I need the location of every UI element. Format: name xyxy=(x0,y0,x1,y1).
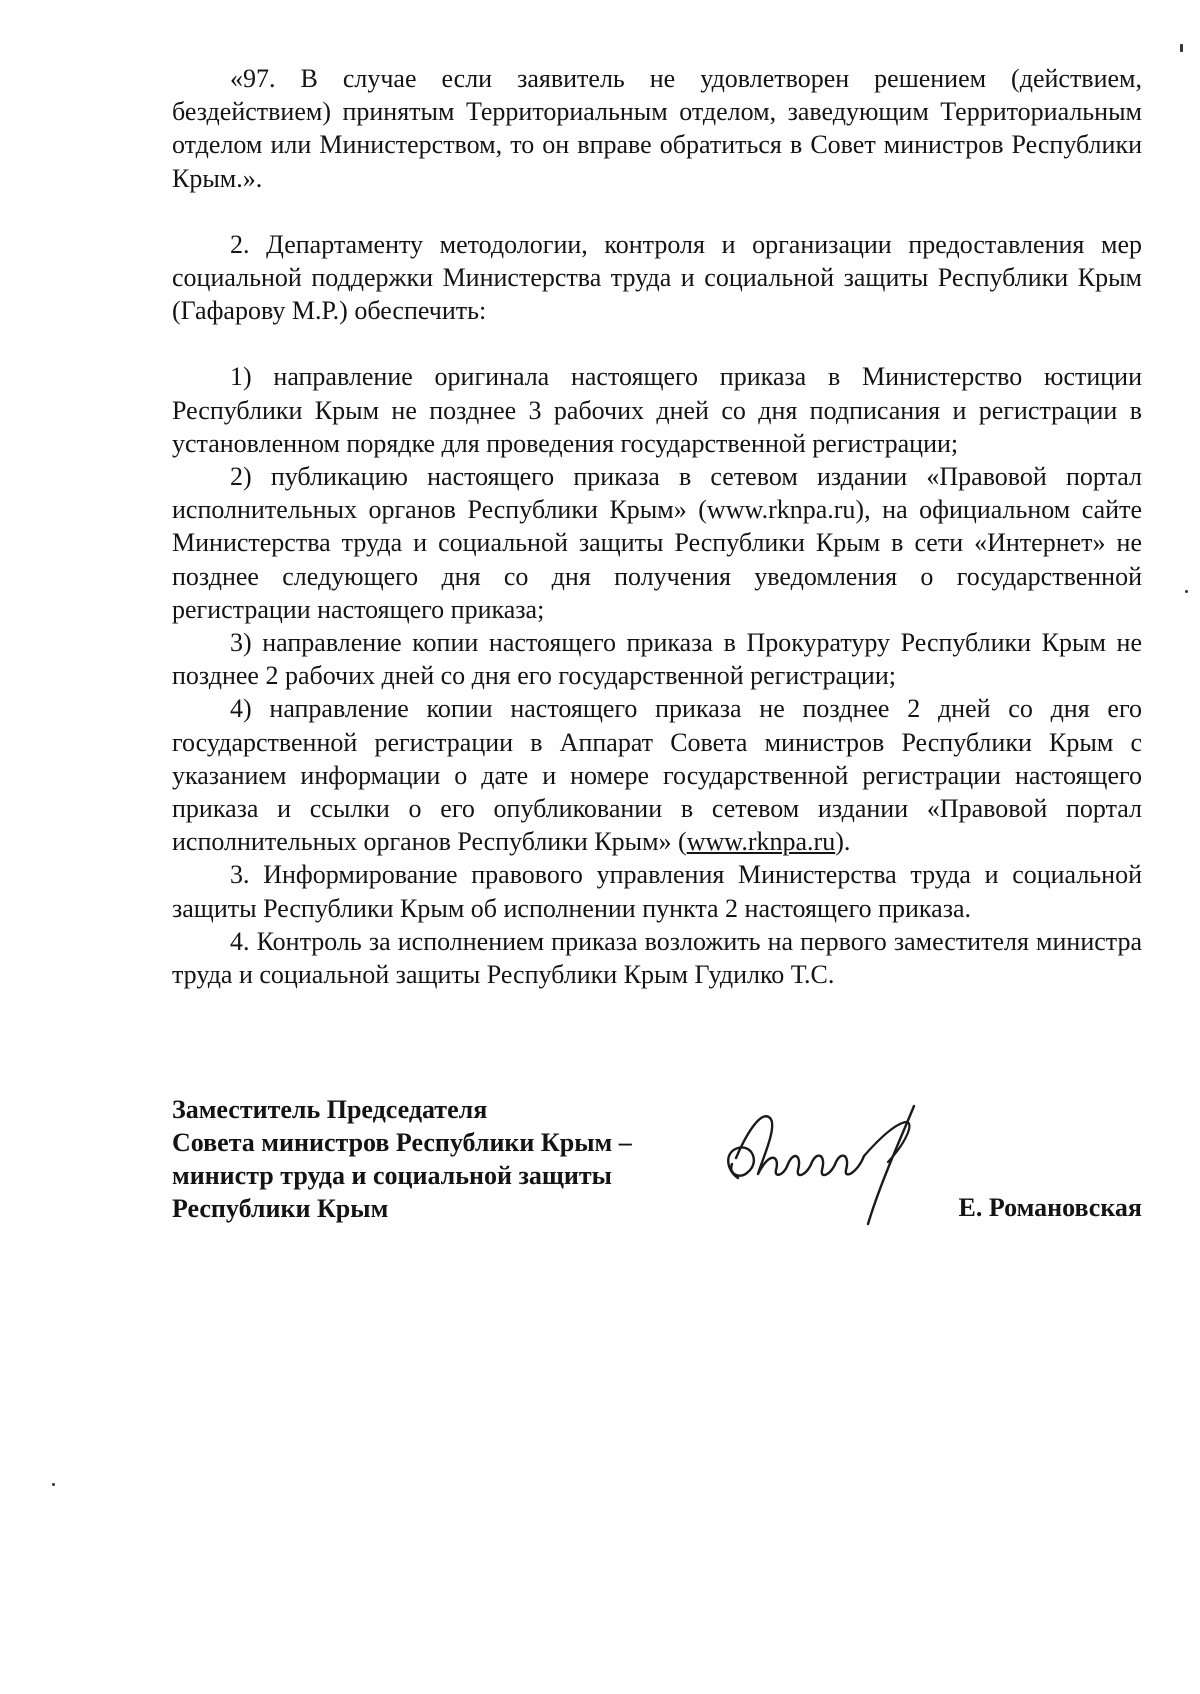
signatory-line-4: Республики Крым xyxy=(172,1194,389,1223)
scan-mark xyxy=(52,1483,55,1486)
document-body xyxy=(172,62,1142,991)
paragraph-subitem-1: 1) направление оригинала настоящего приказа в Министерство юстиции Республики Крым не позднее 3 рабочих дней со дня подписания и регистрации в установленном порядке для проведения государственной регистрации; xyxy=(172,362,1142,458)
paragraph-item-4: 4. Контроль за исполнением приказа возложить на первого заместителя министра труда и социальной защиты Республики Крым Гудилко Т.С. xyxy=(172,926,1142,990)
paragraph-item-2: 2. Департаменту методологии, контроля и организации предоставления мер социальной поддержки Министерства труда и социальной защиты Республики Крым (Гафарову М.Р.) обеспечить: xyxy=(172,229,1142,326)
paragraph-subitem-3: 3) направление копии настоящего приказа в Прокуратуру Республики Крым не позднее 2 рабочих дней со дня его государственной регистрации; xyxy=(172,628,1142,691)
handwritten-signature xyxy=(718,1100,958,1230)
signatory-title xyxy=(172,1093,692,1225)
paragraph-clause-97: «97. В случае если заявитель не удовлетворен решением (действием, бездействием) принятым Территориальным отделом, заведующим Территориальным отделом или Министерством, то он вправе обратиться в Совет министров Республики Крым.». xyxy=(172,64,1142,193)
rknpa-link[interactable]: www.rknpa.ru xyxy=(686,827,836,857)
subitem-4-text: 4) направление копии настоящего приказа не позднее 2 дней со дня его государственной регистрации в Аппарат Совета министров Республики Крым с указанием информации о дате и номере государственной регистрации настоящего приказа и ссылки о его опубликовании в сетевом издании «Правовой портал исполнительных органов Республики Крым» ( xyxy=(172,694,1142,857)
scan-mark xyxy=(1180,44,1183,52)
signatory-line-3: министр труда и социальной защиты xyxy=(172,1161,612,1190)
signer-name: Е. Романовская xyxy=(958,1193,1142,1222)
signatory-line-1: Заместитель Председателя xyxy=(172,1095,488,1124)
paragraph-subitem-2: 2) публикацию настоящего приказа в сетевом издании «Правовой портал исполнительных органов Республики Крым» (www.rknpa.ru), на официальном сайте Министерства труда и социальной защиты Республики Крым в сети «Интернет» не позднее следующего дня со дня получения уведомления о государственной регистрации настоящего приказа; xyxy=(172,462,1142,624)
scan-mark xyxy=(1185,590,1188,593)
subitem-4-tail: ). xyxy=(835,827,851,857)
paragraph-item-3: 3. Информирование правового управления Министерства труда и социальной защиты Республики Крым об исполнении пункта 2 настоящего приказа. xyxy=(172,860,1142,923)
paragraph-subitem-4 xyxy=(172,692,1142,858)
signatory-line-2: Совета министров Республики Крым – xyxy=(172,1128,632,1157)
